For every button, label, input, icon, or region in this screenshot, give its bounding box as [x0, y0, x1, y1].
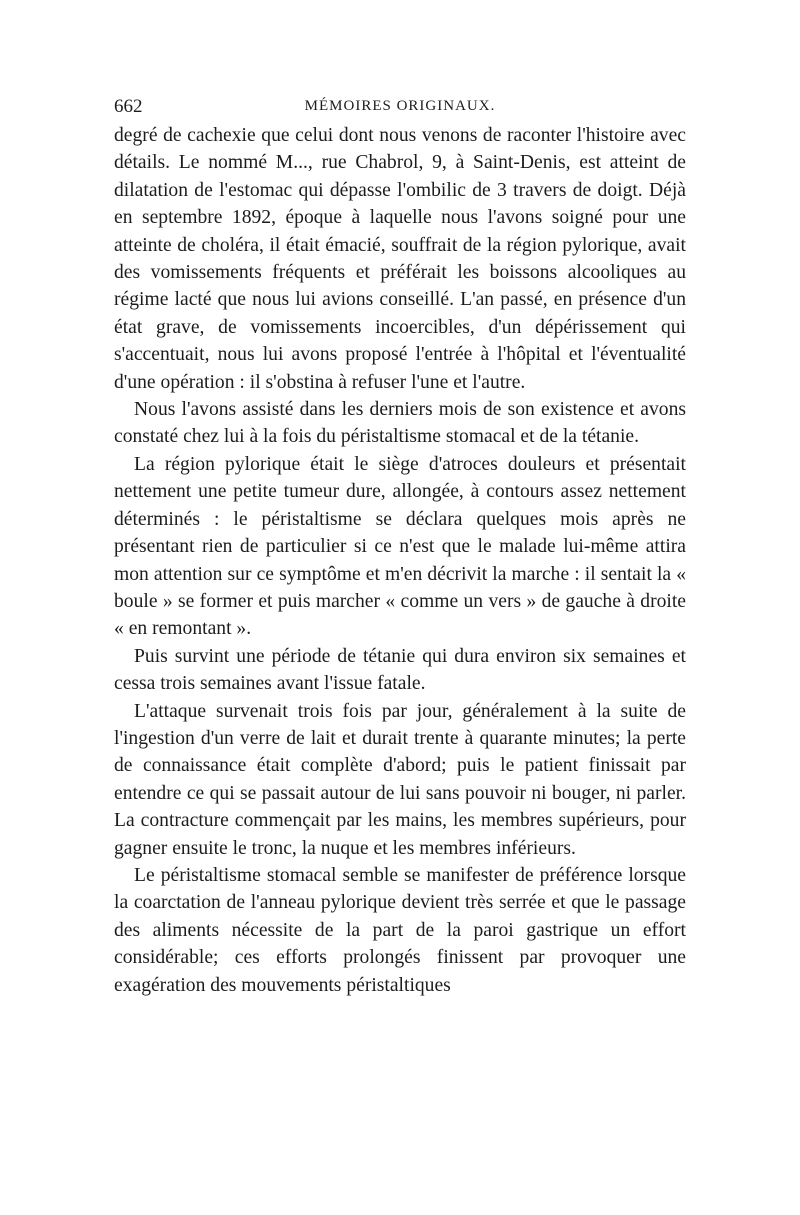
body-text	[114, 122, 686, 999]
paragraph: Puis survint une période de tétanie qui dura environ six semaines et cessa trois semaines avant l'issue fatale.	[114, 645, 686, 695]
running-head	[114, 96, 686, 122]
page-number: 662	[114, 96, 143, 117]
book-page	[114, 96, 686, 999]
paragraph: L'attaque survenait trois fois par jour, généralement à la suite de l'ingestion d'un verre de lait et durait trente à quarante minutes; la perte de connaissance était complète d'abord; puis le patient finissait par entendre ce qui se passait autour de lui sans pouvoir ni bouger, ni parler. La contracture commençait par les mains, les membres supérieurs, pour gagner ensuite le tronc, la nuque et les membres inférieurs.	[114, 700, 686, 859]
running-title: MÉMOIRES ORIGINAUX.	[304, 98, 496, 114]
paragraph: Nous l'avons assisté dans les derniers mois de son existence et avons constaté chez lui à la fois du péristaltisme stomacal et de la tétanie.	[114, 399, 686, 448]
paragraph: Le péristaltisme stomacal semble se manifester de préférence lorsque la coarctation de l'anneau pylorique devient très serrée et que le passage des aliments nécessite de la part de la paroi gastrique un effort considérable; ces efforts prolongés finissent par provoquer une exagération des mouvements péristaltiques	[114, 864, 686, 996]
paragraph: La région pylorique était le siège d'atroces douleurs et présentait nettement une petite tumeur dure, allongée, à contours assez nettement déterminés : le péristaltisme se déclara quelques mois après ne présentant rien de particulier si ce n'est que le malade lui-même attira mon attention sur ce symptôme et m'en décrivit la marche : il sentait la « boule » se former et puis marcher « comme un vers » de gauche à droite « en remontant ».	[114, 453, 686, 640]
paragraph-continued: degré de cachexie que celui dont nous venons de raconter l'histoire avec détails. Le nommé M..., rue Chabrol, 9, à Saint-Denis, est atteint de dilatation de l'estomac qui dépasse l'ombilic de 3 travers de doigt. Déjà en septembre 1892, époque à laquelle nous l'avons soigné pour une atteinte de choléra, il était émacié, souffrait de la région pylorique, avait des vomissements fréquents et préférait les boissons alcooliques au régime lacté que nous lui avions conseillé. L'an passé, en présence d'un état grave, de vomissements incoercibles, d'un dépérissement qui s'accentuait, nous lui avons proposé l'entrée à l'hôpital et l'éventualité d'une opération : il s'obstina à refuser l'une et l'autre.	[114, 125, 686, 393]
